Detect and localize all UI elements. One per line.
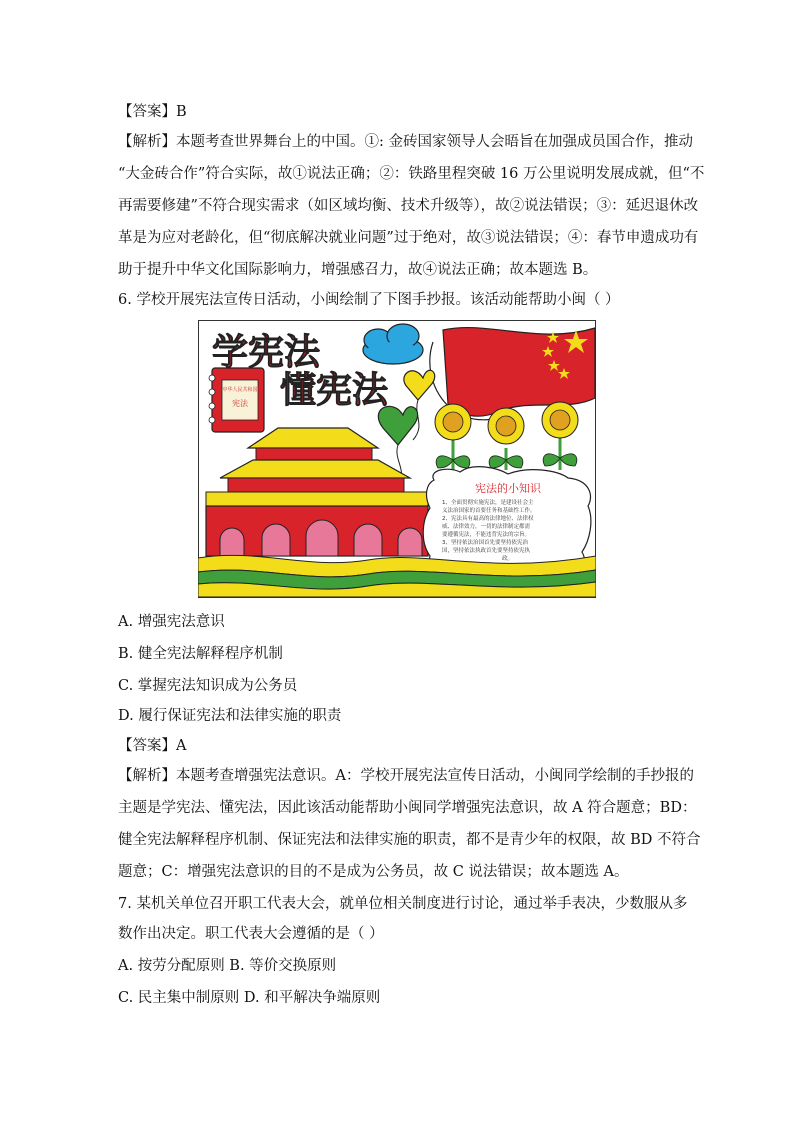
knowledge-line: 1、全面贯彻实施宪法，是建设社会主 (442, 500, 534, 506)
q5-analysis-line: 助于提升中华文化国际影响力，增强感召力，故④说法正确；故本题选 B。 (118, 262, 598, 278)
q6-analysis-line: 健全宪法解释程序机制、保证宪法和法律实施的职责，都不是青少年的权限，故 BD 不符合 (118, 832, 701, 848)
constitution-poster (198, 320, 596, 598)
knowledge-line: 3、坚持依法治国首先要坚持依宪治 (442, 540, 529, 546)
poster-title-line2: 懂宪法 (280, 370, 389, 411)
q6-answer: 【答案】A (118, 738, 187, 754)
knowledge-title: 宪法的小知识 (475, 482, 541, 495)
q6-option-b: B. 健全宪法解释程序机制 (118, 646, 283, 662)
q5-answer: 【答案】B (118, 104, 187, 120)
q6-option-c: C. 掌握宪法知识成为公务员 (118, 678, 298, 694)
q6-analysis-line: 题意；C：增强宪法意识的目的不是成为公务员，故 C 说法错误；故本题选 A。 (118, 864, 629, 880)
knowledge-line: 义法治国家的首要任务和基础性工作。 (442, 508, 536, 514)
q6-option-d: D. 履行保证宪法和法律实施的职责 (118, 708, 342, 724)
knowledge-line: 威、法律效力。一切的法律制定都需 (442, 524, 531, 530)
poster-title-line1: 学宪法 (212, 332, 321, 373)
q5-analysis-line: 【解析】本题考查世界舞台上的中国。①: 金砖国家领导人会晤旨在加强成员国合作，推动 (118, 134, 693, 150)
q5-analysis-line: “大金砖合作”符合实际，故①说法正确；②：铁路里程突破 16 万公里说明发展成就，但“不 (118, 166, 705, 182)
q6-analysis-line: 【解析】本题考查增强宪法意识。A：学校开展宪法宣传日活动，小闽同学绘制的手抄报的 (118, 768, 694, 784)
q7-stem-line: 数作出决定。职工代表大会遵循的是（ ） (118, 926, 384, 942)
q6-stem: 6. 学校开展宪法宣传日活动，小闽绘制了下图手抄报。该活动能帮助小闽（ ） (118, 292, 620, 308)
q6-option-a: A. 增强宪法意识 (118, 614, 225, 630)
book-top-text: 中华人民共和国 (222, 387, 258, 393)
q5-analysis-line: 再需要修建”不符合现实需求（如区域均衡、技术升级等），故②说法错误；③：延迟退休改 (118, 198, 699, 214)
book-bottom-text: 宪法 (232, 399, 248, 408)
q6-analysis-line: 主题是学宪法、懂宪法，因此该活动能帮助小闽同学增强宪法意识，故 A 符合题意；BD： (118, 800, 697, 816)
knowledge-line: 要遵循宪法，不能违背宪法的宗旨。 (442, 532, 531, 538)
q7-stem-line: 7. 某机关单位召开职工代表大会，就单位相关制度进行讨论，通过举手表决，少数服从多 (118, 896, 688, 912)
cloud-icon (363, 324, 423, 364)
knowledge-line: 政。 (502, 556, 514, 562)
knowledge-line: 国，坚持依法执政首先要坚持依宪执 (442, 548, 531, 554)
q5-analysis-line: 革是为应对老龄化，但“彻底解决就业问题”过于绝对，故③说法错误；④：春节申遗成功有 (118, 230, 699, 246)
q7-options-line: A. 按劳分配原则 B. 等价交换原则 (118, 958, 337, 974)
knowledge-line: 2、宪法具有最高的法律地位、法律权 (442, 516, 534, 522)
sunflower-icon (488, 408, 524, 470)
q7-options-line: C. 民主集中制原则 D. 和平解决争端原则 (118, 990, 381, 1006)
poster-illustration (198, 320, 596, 598)
